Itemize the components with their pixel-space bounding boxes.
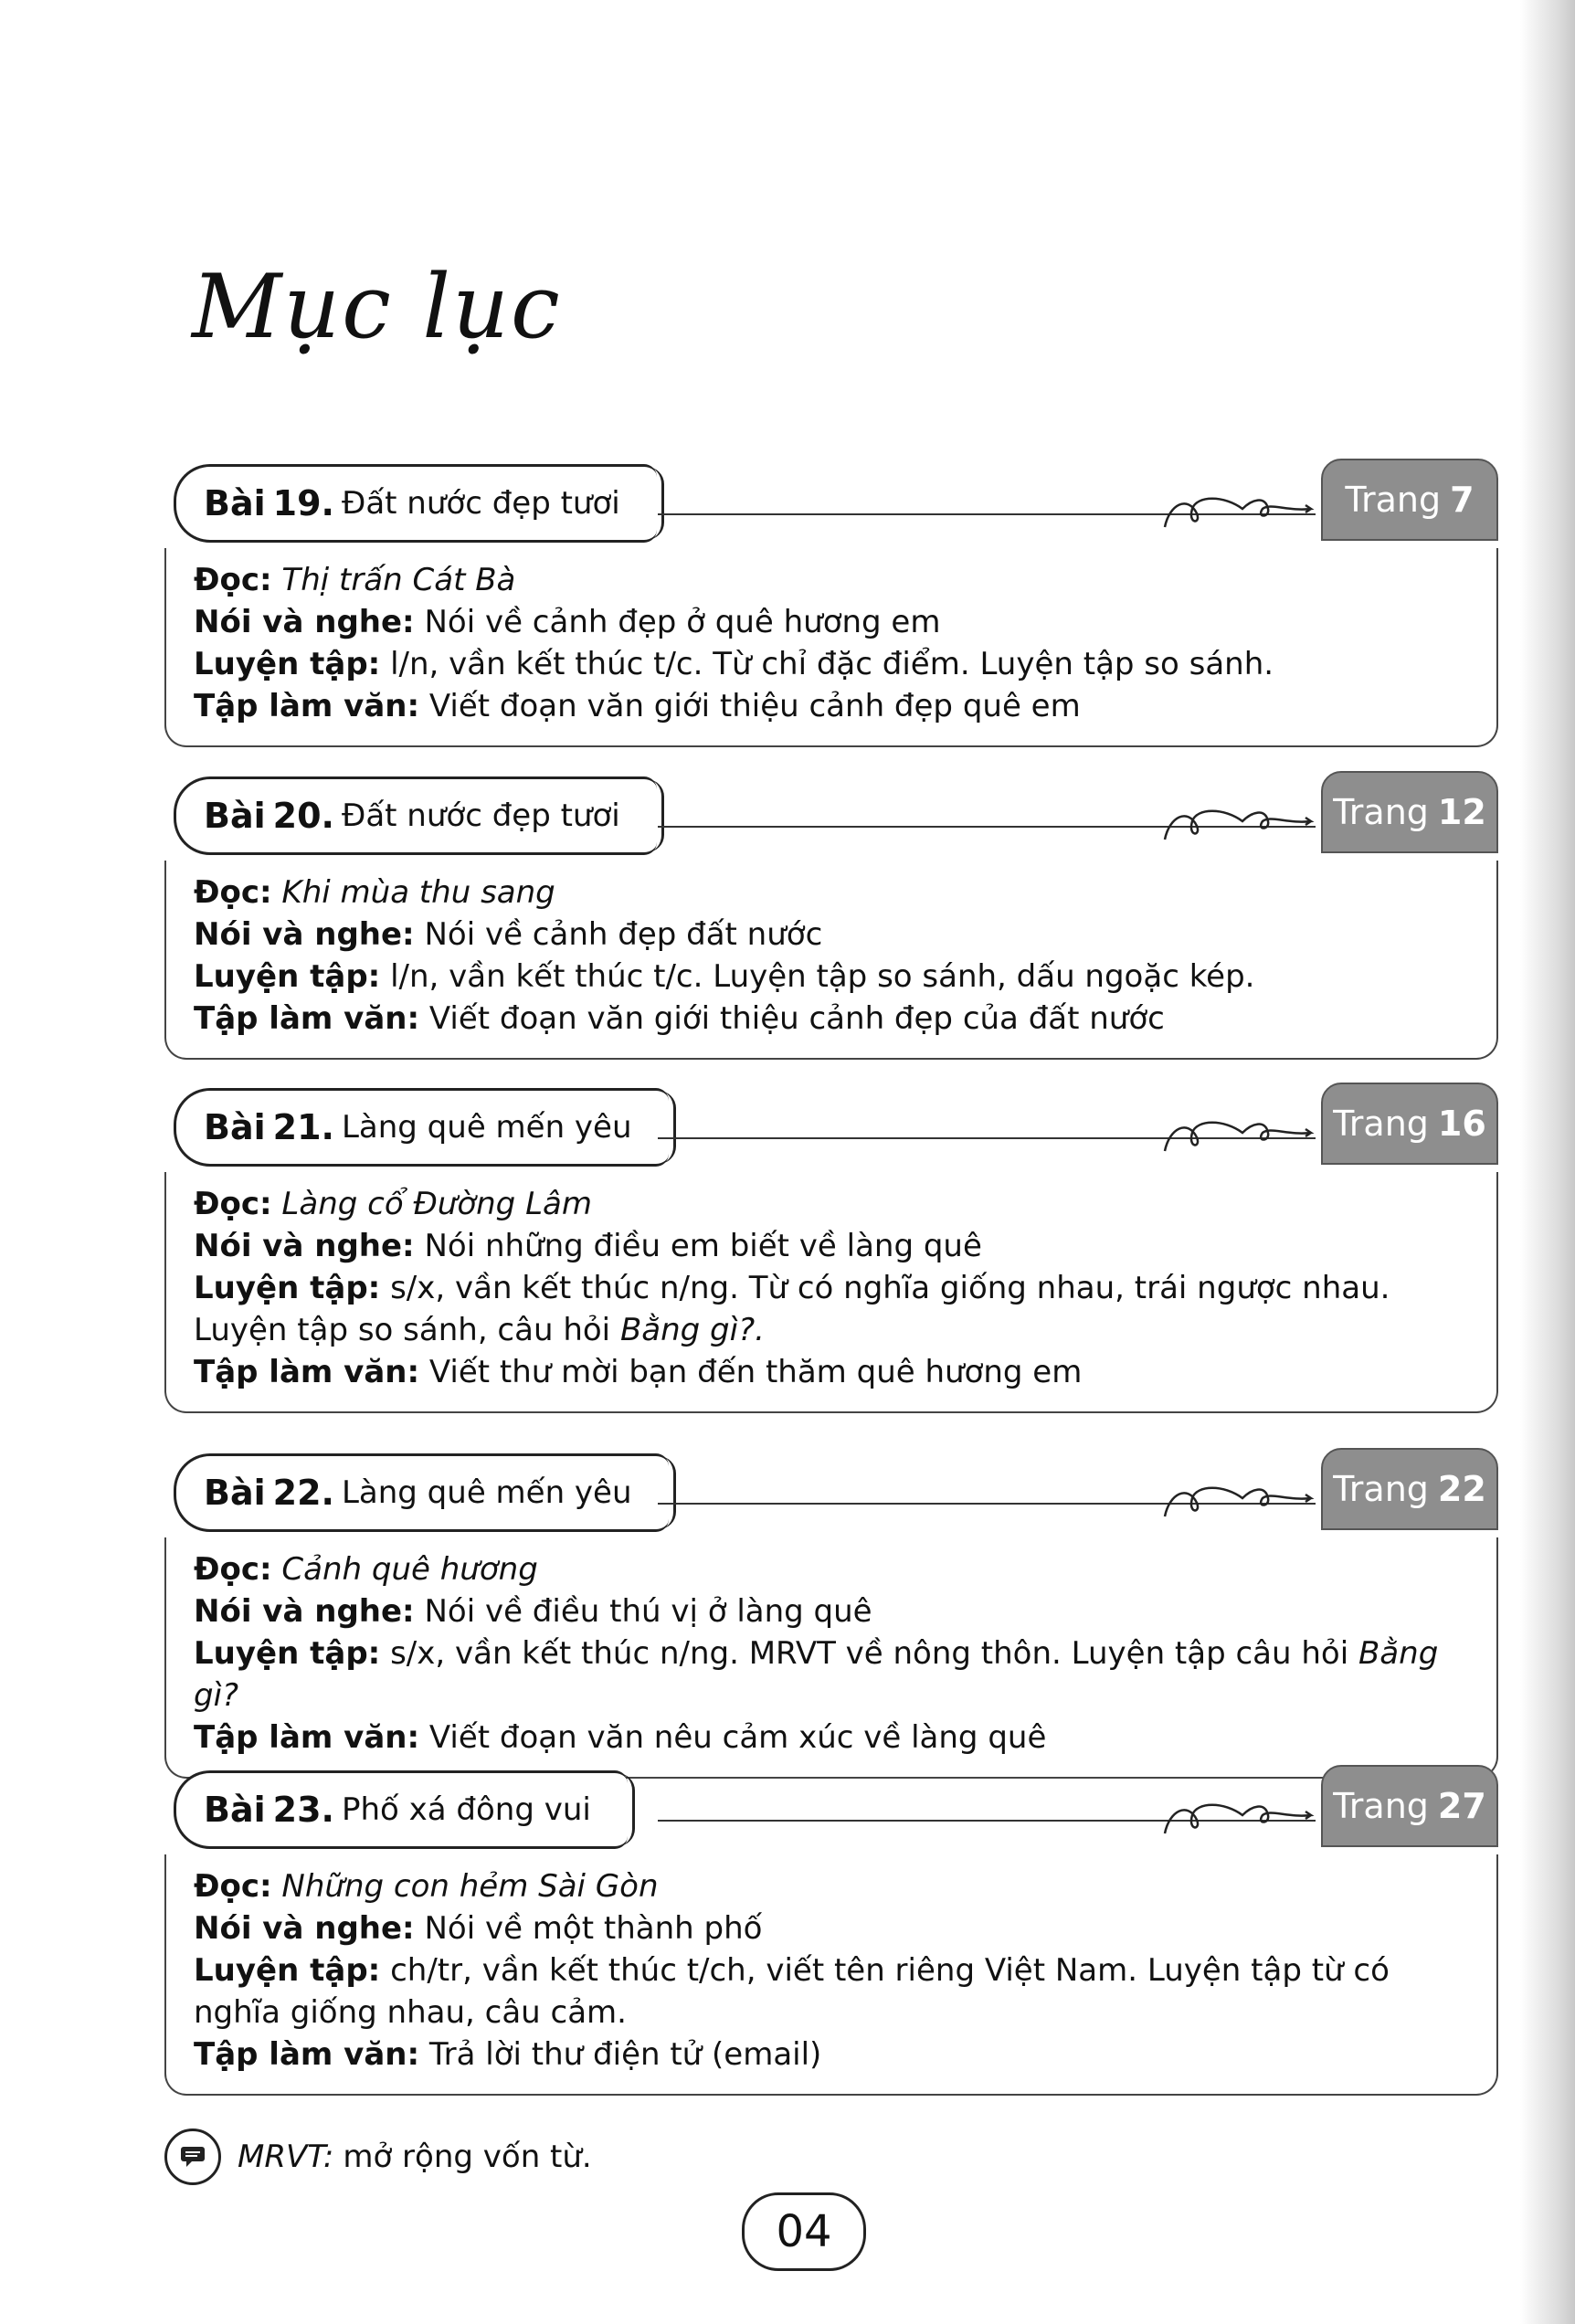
content-row	[194, 1865, 1478, 1907]
row-label: Nói và nghe:	[194, 1593, 415, 1630]
page-word: Trang	[1333, 1786, 1429, 1826]
content-row	[194, 914, 1478, 956]
lesson-content	[164, 548, 1498, 747]
row-text: l/n, vần kết thúc t/c. Từ chỉ đặc điểm. Luyện tập so sánh.	[390, 646, 1274, 682]
lesson-title	[174, 1088, 669, 1167]
row-text: Viết thư mời bạn đến thăm quê hương em	[428, 1354, 1083, 1390]
row-label: Nói và nghe:	[194, 1910, 415, 1947]
lesson-header	[146, 457, 1498, 548]
row-label: Tập làm văn:	[194, 1354, 420, 1390]
row-text: Nói về một thành phố	[424, 1910, 763, 1947]
row-label: Nói và nghe:	[194, 604, 415, 640]
row-label: Tập làm văn:	[194, 2036, 420, 2073]
row-text: Những con hẻm Sài Gòn	[281, 1868, 659, 1905]
row-label: Đọc:	[194, 562, 272, 598]
row-text: s/x, vần kết thúc n/ng. MRVT về nông thôn. Luyện tập câu hỏi	[390, 1635, 1349, 1672]
row-label: Luyện tập:	[194, 1952, 381, 1989]
row-text: Nói về điều thú vị ở làng quê	[424, 1593, 872, 1630]
row-label: Tập làm văn:	[194, 688, 420, 724]
lesson-label: Bài	[204, 1473, 266, 1513]
content-row	[194, 1267, 1478, 1351]
lesson-content	[164, 861, 1498, 1060]
lesson-name: Đất nước đẹp tươi	[341, 798, 620, 834]
page-reference-tab	[1321, 1448, 1498, 1530]
content-row	[194, 643, 1478, 685]
lesson-block	[146, 1081, 1498, 1413]
row-text: Nói những điều em biết về làng quê	[424, 1228, 982, 1264]
content-row	[194, 998, 1478, 1040]
swirl-ornament-icon	[1160, 1466, 1316, 1521]
row-text: ch/tr, vần kết thúc t/ch, viết tên riêng Việt Nam. Luyện tập từ có nghĩa giống nhau, câu cảm.	[194, 1952, 1390, 2031]
content-row	[194, 685, 1478, 727]
content-row	[194, 1907, 1478, 1949]
page-word: Trang	[1333, 1104, 1429, 1144]
lesson-block	[146, 1763, 1498, 2096]
row-label: Nói và nghe:	[194, 1228, 415, 1264]
lesson-block	[146, 769, 1498, 1060]
content-row	[194, 1548, 1478, 1590]
swirl-ornament-icon	[1160, 1783, 1316, 1838]
row-italic-tail: Bằng gì?.	[619, 1312, 765, 1348]
row-text: Thị trấn Cát Bà	[281, 562, 516, 598]
page-reference-tab	[1321, 771, 1498, 853]
lesson-content	[164, 1172, 1498, 1413]
lesson-header	[146, 1081, 1498, 1172]
row-text: Viết đoạn văn giới thiệu cảnh đẹp của đất nước	[428, 1000, 1165, 1037]
lesson-label: Bài	[204, 1790, 266, 1830]
lesson-title	[174, 464, 657, 543]
lesson-number: 23.	[272, 1790, 334, 1830]
row-text: Viết đoạn văn nêu cảm xúc về làng quê	[428, 1719, 1047, 1756]
swirl-ornament-icon	[1160, 789, 1316, 844]
lesson-name: Đất nước đẹp tươi	[341, 485, 620, 522]
row-text: Trả lời thư điện tử (email)	[428, 2036, 822, 2073]
row-label: Luyện tập:	[194, 1635, 381, 1672]
row-label: Đọc:	[194, 1551, 272, 1588]
row-text: l/n, vần kết thúc t/c. Luyện tập so sánh, dấu ngoặc kép.	[390, 958, 1255, 995]
row-italic-tail: Bằng gì?	[194, 1635, 1439, 1714]
row-label: Tập làm văn:	[194, 1719, 420, 1756]
lesson-name: Làng quê mến yêu	[341, 1109, 632, 1146]
page-word: Trang	[1345, 480, 1442, 520]
lesson-number: 19.	[272, 483, 334, 523]
row-label: Đọc:	[194, 874, 272, 911]
lesson-title	[174, 1770, 628, 1849]
content-row	[194, 872, 1478, 914]
lesson-number: 20.	[272, 796, 334, 836]
content-row	[194, 1632, 1478, 1717]
row-label: Đọc:	[194, 1868, 272, 1905]
page-ref-number: 12	[1437, 792, 1486, 832]
swirl-ornament-icon	[1160, 1101, 1316, 1156]
lesson-content	[164, 1854, 1498, 2096]
row-text: s/x, vần kết thúc n/ng. Từ có nghĩa giống nhau, trái ngược nhau. Luyện tập so sánh, câu hỏi	[194, 1270, 1390, 1348]
page-reference-tab	[1321, 1083, 1498, 1165]
lesson-block	[146, 457, 1498, 747]
page-word: Trang	[1333, 1469, 1429, 1509]
page-ref-number: 16	[1437, 1104, 1486, 1144]
content-row	[194, 1351, 1478, 1393]
content-row	[194, 1590, 1478, 1632]
lesson-label: Bài	[204, 1107, 266, 1147]
lesson-title	[174, 1453, 669, 1532]
content-row	[194, 1717, 1478, 1759]
content-row	[194, 559, 1478, 601]
row-text: Cảnh quê hương	[281, 1551, 538, 1588]
page-ref-number: 22	[1437, 1469, 1486, 1509]
page-number: 04	[742, 2192, 866, 2271]
lesson-number: 22.	[272, 1473, 334, 1513]
lesson-header	[146, 769, 1498, 861]
content-row	[194, 1949, 1478, 2034]
swirl-ornament-icon	[1160, 477, 1316, 532]
content-row	[194, 2034, 1478, 2076]
row-label: Tập làm văn:	[194, 1000, 420, 1037]
lesson-name: Phố xá đông vui	[341, 1791, 591, 1828]
lesson-header	[146, 1446, 1498, 1537]
page-reference-tab	[1321, 1765, 1498, 1847]
row-text: Làng cổ Đường Lâm	[281, 1186, 592, 1222]
content-row	[194, 1225, 1478, 1267]
row-label: Luyện tập:	[194, 1270, 381, 1306]
row-text: Khi mùa thu sang	[281, 874, 555, 911]
lesson-label: Bài	[204, 483, 266, 523]
row-label: Luyện tập:	[194, 646, 381, 682]
speech-bubble-icon	[164, 2129, 221, 2185]
content-row	[194, 1183, 1478, 1225]
row-label: Nói và nghe:	[194, 916, 415, 953]
row-text: Nói về cảnh đẹp đất nước	[424, 916, 823, 953]
page-ref-number: 7	[1450, 480, 1475, 520]
lesson-label: Bài	[204, 796, 266, 836]
lesson-title	[174, 776, 657, 855]
lesson-content	[164, 1537, 1498, 1779]
lesson-header	[146, 1763, 1498, 1854]
lesson-number: 21.	[272, 1107, 334, 1147]
row-text: Nói về cảnh đẹp ở quê hương em	[424, 604, 941, 640]
row-label: Luyện tập:	[194, 958, 381, 995]
lesson-name: Làng quê mến yêu	[341, 1474, 632, 1511]
row-label: Đọc:	[194, 1186, 272, 1222]
footnote-abbr: MRVT:	[238, 2139, 334, 2175]
footnote-text: mở rộng vốn từ.	[343, 2139, 592, 2175]
row-text: Viết đoạn văn giới thiệu cảnh đẹp quê em	[428, 688, 1081, 724]
page-word: Trang	[1333, 792, 1429, 832]
page-reference-tab	[1321, 459, 1498, 541]
lesson-block	[146, 1446, 1498, 1779]
footnote	[164, 2129, 592, 2185]
page-edge-shadow	[1520, 0, 1575, 2324]
page-title: Mục lục	[192, 256, 562, 358]
content-row	[194, 956, 1478, 998]
content-row	[194, 601, 1478, 643]
page-ref-number: 27	[1437, 1786, 1486, 1826]
